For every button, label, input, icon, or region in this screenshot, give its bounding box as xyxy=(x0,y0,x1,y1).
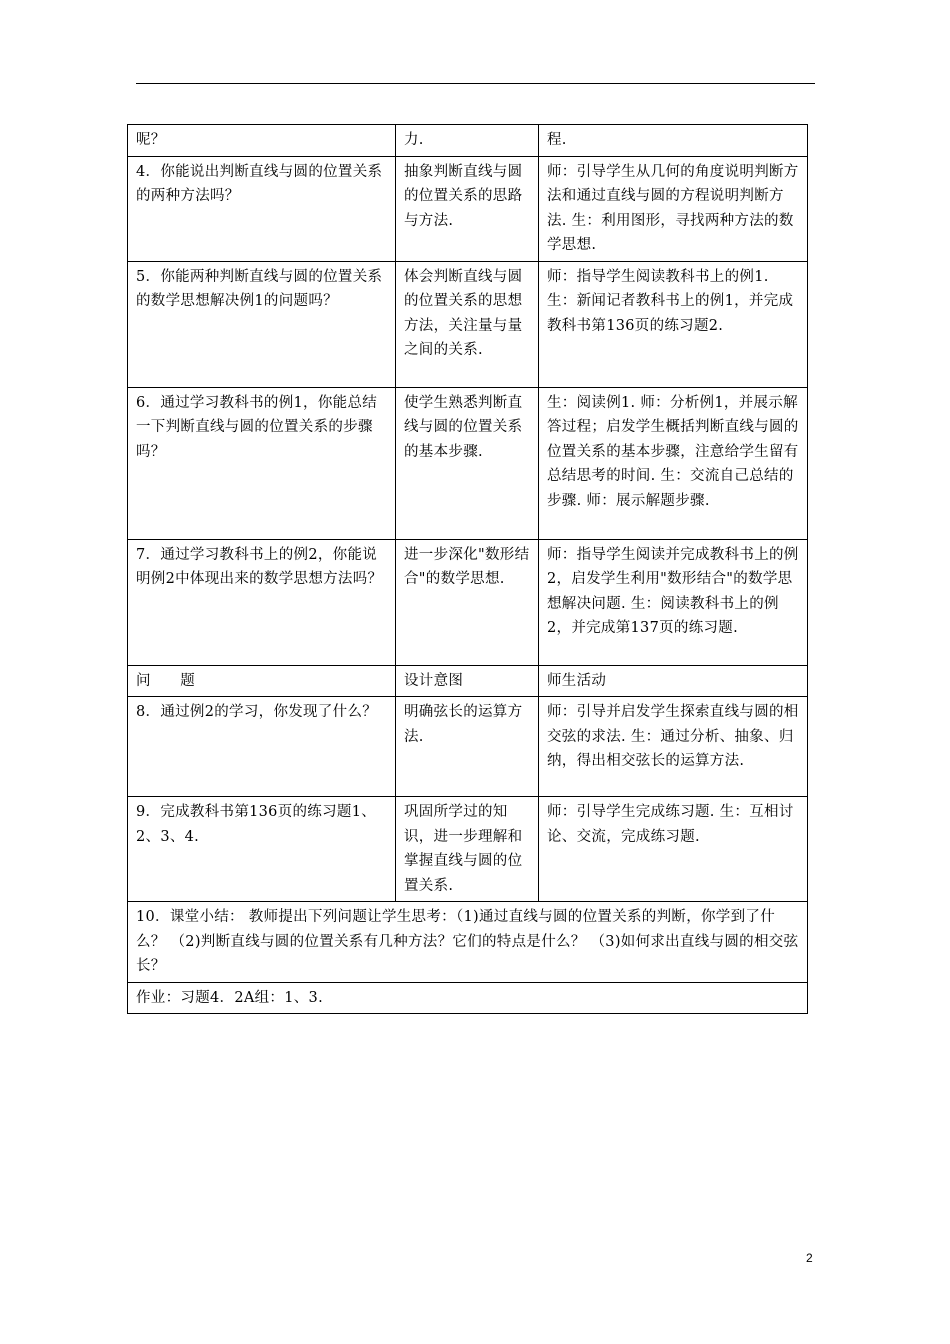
activity-cell: 师：指导学生阅读并完成教科书上的例2，启发学生利用"数形结合"的数学思想解决问题. 生：阅读教科书上的例2，并完成第137页的练习题. xyxy=(539,539,808,665)
summary-row xyxy=(128,902,808,983)
question-cell: 4．你能说出判断直线与圆的位置关系的两种方法吗？ xyxy=(128,156,396,261)
intent-cell: 抽象判断直线与圆的位置关系的思路与方法. xyxy=(396,156,539,261)
table-header-row xyxy=(128,665,808,697)
activity-cell: 程. xyxy=(539,125,808,157)
activity-cell: 师：引导并启发学生探索直线与圆的相交弦的求法. 生：通过分析、抽象、归纳，得出相交弦长的运算方法. xyxy=(539,697,808,797)
question-cell: 5．你能两种判断直线与圆的位置关系的数学思想解决例1的问题吗？ xyxy=(128,261,396,387)
intent-cell: 力. xyxy=(396,125,539,157)
table-row xyxy=(128,387,808,539)
homework: 作业：习题4．2A组：1、3. xyxy=(128,982,808,1014)
homework-row xyxy=(128,982,808,1014)
column-header-question: 问 题 xyxy=(128,665,396,697)
table-row xyxy=(128,125,808,157)
activity-cell: 生：阅读例1. 师：分析例1，并展示解答过程；启发学生概括判断直线与圆的位置关系的基本步骤，注意给学生留有总结思考的时间. 生：交流自己总结的步骤. 师：展示解题步骤. xyxy=(539,387,808,539)
column-header-activity: 师生活动 xyxy=(539,665,808,697)
question-cell: 9．完成教科书第136页的练习题1、2、3、4. xyxy=(128,797,396,902)
question-cell: 7．通过学习教科书上的例2，你能说明例2中体现出来的数学思想方法吗？ xyxy=(128,539,396,665)
question-cell: 6．通过学习教科书的例1，你能总结一下判断直线与圆的位置关系的步骤吗？ xyxy=(128,387,396,539)
lesson-plan-table xyxy=(127,124,808,1014)
table-row xyxy=(128,539,808,665)
intent-cell: 进一步深化"数形结合"的数学思想. xyxy=(396,539,539,665)
intent-cell: 明确弦长的运算方法. xyxy=(396,697,539,797)
table-row xyxy=(128,156,808,261)
page-number: 2 xyxy=(806,1251,813,1265)
intent-cell: 使学生熟悉判断直线与圆的位置关系的基本步骤. xyxy=(396,387,539,539)
intent-cell: 体会判断直线与圆的位置关系的思想方法，关注量与量之间的关系. xyxy=(396,261,539,387)
class-summary: 10．课堂小结： 教师提出下列问题让学生思考：（1)通过直线与圆的位置关系的判断，你学到了什么？ （2)判断直线与圆的位置关系有几种方法？它们的特点是什么？ （3)如何求出直线与圆的相交弦长？ xyxy=(128,902,808,983)
intent-cell: 巩固所学过的知识，进一步理解和掌握直线与圆的位置关系. xyxy=(396,797,539,902)
activity-cell: 师：指导学生阅读教科书上的例1. 生：新闻记者教科书上的例1，并完成教科书第136页的练习题2. xyxy=(539,261,808,387)
activity-cell: 师：引导学生完成练习题. 生：互相讨论、交流，完成练习题. xyxy=(539,797,808,902)
question-cell: 8．通过例2的学习，你发现了什么？ xyxy=(128,697,396,797)
activity-cell: 师：引导学生从几何的角度说明判断方法和通过直线与圆的方程说明判断方法. 生：利用图形，寻找两种方法的数学思想. xyxy=(539,156,808,261)
question-cell: 呢？ xyxy=(128,125,396,157)
table-row xyxy=(128,797,808,902)
table-row xyxy=(128,261,808,387)
column-header-intent: 设计意图 xyxy=(396,665,539,697)
header-rule xyxy=(136,83,815,84)
table-row xyxy=(128,697,808,797)
